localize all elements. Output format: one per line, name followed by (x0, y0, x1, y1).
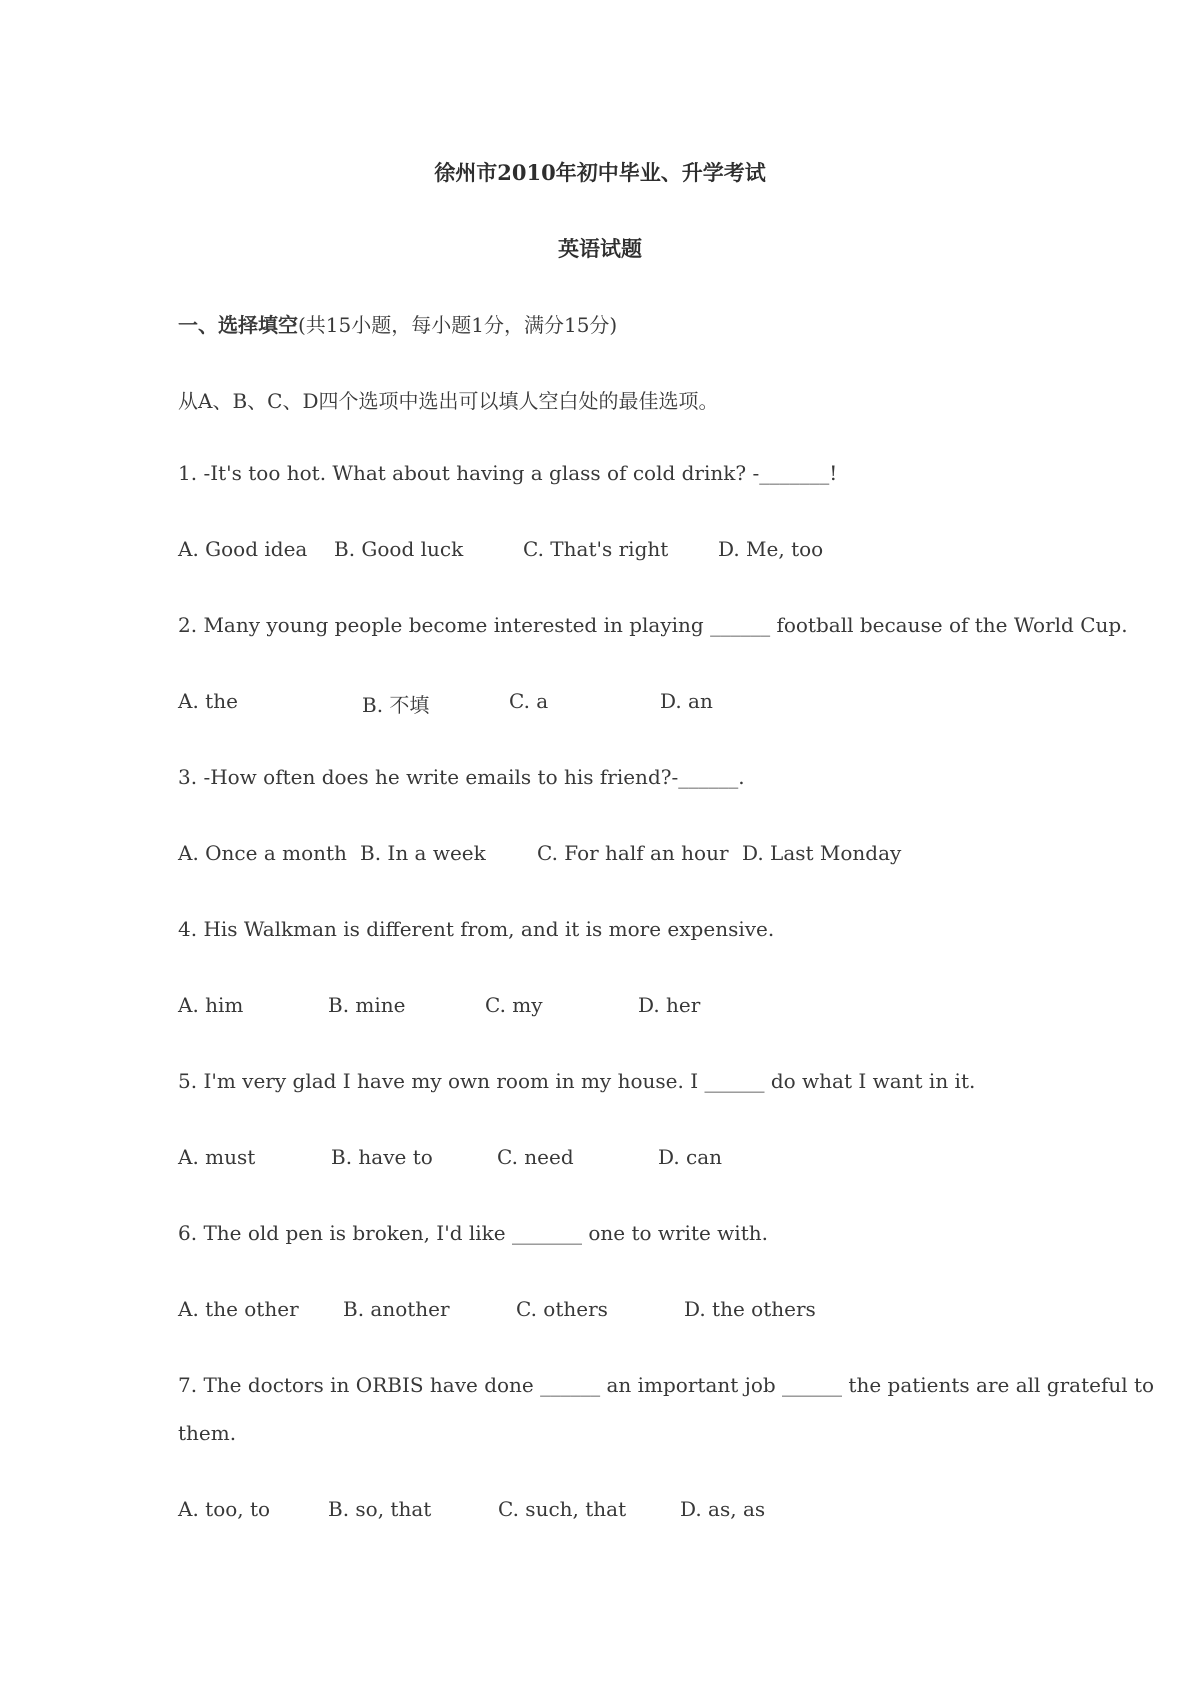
section-heading-bold: 一、选择填空 (178, 313, 298, 337)
question-stem: 3. -How often does he write emails to his friend?-______. (178, 765, 745, 789)
option-a: A. the (178, 689, 238, 713)
option-c: C. For half an hour (537, 841, 729, 865)
option-b: B. have to (331, 1145, 433, 1169)
option-c: C. my (485, 993, 543, 1017)
question-stem-continuation: them. (178, 1421, 237, 1445)
question-stem: 1. -It's too hot. What about having a glass of cold drink? -_______! (178, 461, 838, 485)
option-a: A. Good idea (178, 537, 308, 561)
option-a: A. Once a month (178, 841, 347, 865)
question-stem: 2. Many young people become interested in playing ______ football because of the World Cup. (178, 613, 1128, 637)
section-heading (178, 309, 617, 338)
option-a: A. must (178, 1145, 256, 1169)
option-d: D. Me, too (718, 537, 824, 561)
option-b: B. another (343, 1297, 450, 1321)
option-d: D. her (638, 993, 701, 1017)
option-c: C. a (509, 689, 549, 713)
question-stem: 6. The old pen is broken, I'd like _______ one to write with. (178, 1221, 768, 1245)
question-stem: 5. I'm very glad I have my own room in my house. I ______ do what I want in it. (178, 1069, 976, 1093)
option-b: B. so, that (328, 1497, 432, 1521)
section-heading-rest: (共15小题，每小题1分，满分15分) (298, 313, 618, 337)
option-b: B. Good luck (334, 537, 464, 561)
option-a: A. the other (178, 1297, 299, 1321)
option-b: B. In a week (360, 841, 486, 865)
option-d: D. can (658, 1145, 723, 1169)
option-c: C. need (497, 1145, 574, 1169)
option-d: D. an (660, 689, 713, 713)
question-stem: 4. His Walkman is different from, and it is more expensive. (178, 917, 775, 941)
option-d: D. Last Monday (742, 841, 902, 865)
exam-title: 徐州市2010年初中毕业、升学考试 (434, 160, 766, 185)
option-a: A. him (178, 993, 244, 1017)
section-instruction: 从A、B、C、D四个选项中选出可以填人空白处的最佳选项。 (178, 389, 719, 413)
option-c: C. That's right (523, 537, 669, 561)
option-c: C. such, that (498, 1497, 627, 1521)
option-d: D. as, as (680, 1497, 766, 1521)
option-c: C. others (516, 1297, 608, 1321)
exam-subtitle: 英语试题 (558, 236, 642, 261)
option-b: B. mine (328, 993, 406, 1017)
option-d: D. the others (684, 1297, 816, 1321)
option-a: A. too, to (178, 1497, 271, 1521)
question-stem: 7. The doctors in ORBIS have done ______ an important job ______ the patients are all grateful to (178, 1373, 1155, 1397)
option-b: B. 不填 (362, 693, 430, 717)
